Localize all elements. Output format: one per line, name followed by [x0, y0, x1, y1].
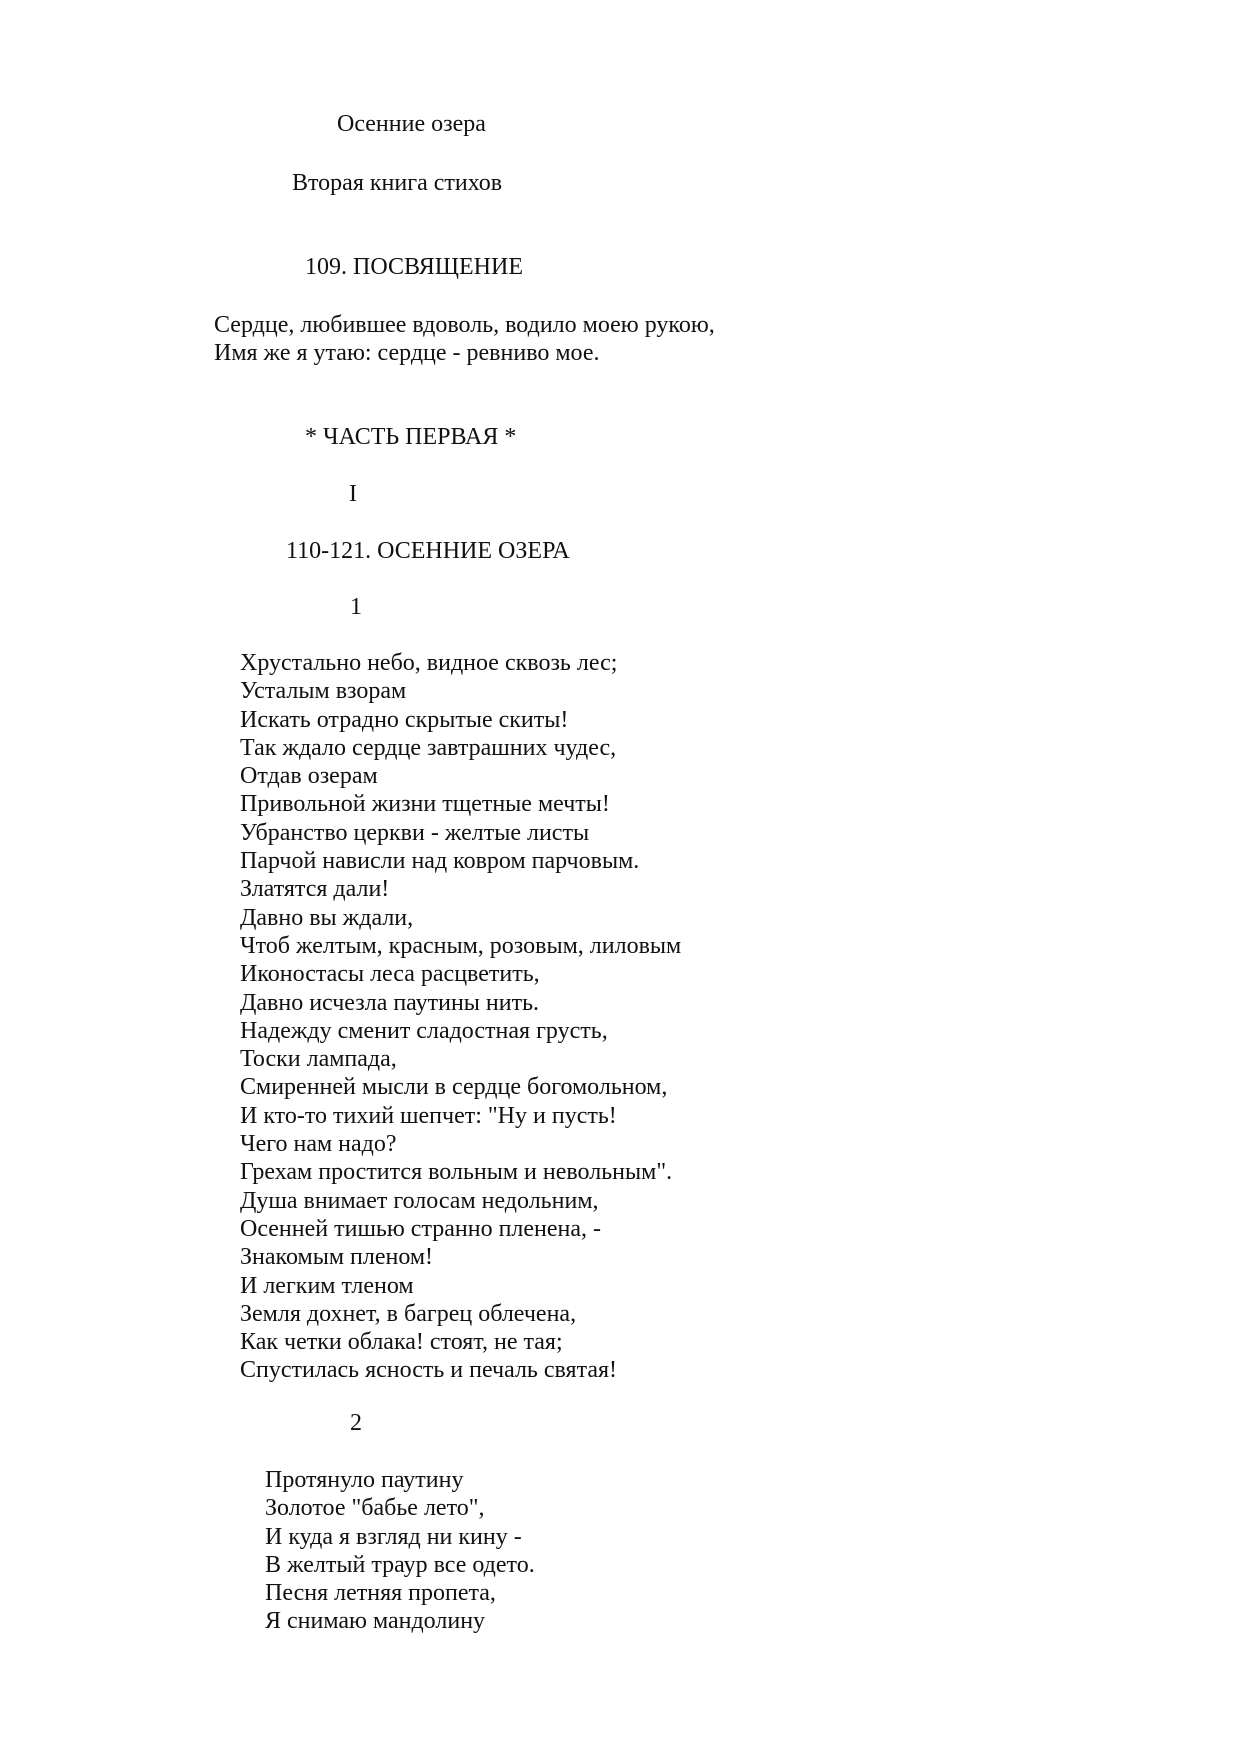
- cycle-heading: 110-121. ОСЕННИЕ ОЗЕРА: [286, 538, 570, 564]
- verse-line: Душа внимает голосам недольним,: [240, 1187, 599, 1214]
- verse-line: Надежду сменит сладостная грусть,: [240, 1017, 608, 1044]
- verse-line: Знакомым пленом!: [240, 1244, 434, 1271]
- verse-line: Давно вы ждали,: [240, 904, 414, 931]
- verse-line: Иконостасы леса расцветить,: [240, 961, 540, 988]
- verse-line: Так ждало сердце завтрашних чудес,: [240, 734, 617, 761]
- verse-line: Спустилась ясность и печаль святая!: [240, 1357, 618, 1384]
- verse-line: Хрустально небо, видное сквозь лес;: [240, 650, 618, 676]
- verse-line: И кто-то тихий шепчет: "Ну и пусть!: [240, 1102, 617, 1129]
- verse-line: И куда я взгляд ни кину -: [265, 1523, 522, 1550]
- verse-line: Песня летняя пропета,: [265, 1580, 496, 1607]
- verse-line: Давно исчезла паутины нить.: [240, 989, 540, 1016]
- dedication-line: Имя же я утаю: сердце - ревниво мое.: [214, 340, 600, 366]
- poem-number: 2: [350, 1410, 362, 1436]
- poem-number: 1: [350, 594, 362, 620]
- poem-1-text: [240, 649, 681, 1385]
- verse-line: Осенней тишью странно пленена, -: [240, 1215, 602, 1242]
- verse-line: Золотое "бабье лето",: [265, 1495, 485, 1522]
- verse-line: Убранство церкви - желтые листы: [240, 819, 590, 846]
- verse-line: Тоски лампада,: [240, 1046, 397, 1073]
- verse-line: Отдав озерам: [240, 763, 378, 790]
- part-heading: * ЧАСТЬ ПЕРВАЯ *: [305, 424, 517, 450]
- poem-2-text: [265, 1466, 535, 1636]
- book-title: Осенние озера: [337, 111, 486, 137]
- dedication-line: Сердце, любившее вдоволь, водило моею рукою,: [214, 312, 715, 338]
- verse-line: Как четки облака! стоят, не тая;: [240, 1329, 563, 1356]
- verse-line: Я снимаю мандолину: [265, 1608, 486, 1635]
- section-number: I: [349, 481, 357, 507]
- verse-line: Искать отрадно скрытые скиты!: [240, 706, 569, 733]
- verse-line: Парчой нависли над ковром парчовым.: [240, 848, 640, 875]
- verse-line: Чтоб желтым, красным, розовым, лиловым: [240, 932, 682, 959]
- verse-line: Протянуло паутину: [265, 1467, 464, 1493]
- verse-line: Златятся дали!: [240, 876, 390, 903]
- verse-line: Привольной жизни тщетные мечты!: [240, 791, 610, 818]
- verse-line: Земля дохнет, в багрец облечена,: [240, 1300, 577, 1327]
- verse-line: И легким тленом: [240, 1272, 414, 1299]
- book-subtitle: Вторая книга стихов: [292, 170, 503, 196]
- dedication-heading: 109. ПОСВЯЩЕНИЕ: [305, 254, 523, 280]
- verse-line: Чего нам надо?: [240, 1131, 397, 1158]
- verse-line: Смиренней мысли в сердце богомольном,: [240, 1074, 668, 1101]
- verse-line: В желтый траур все одето.: [265, 1551, 535, 1578]
- verse-line: Грехам простится вольным и невольным".: [240, 1159, 673, 1186]
- verse-line: Усталым взорам: [240, 678, 407, 705]
